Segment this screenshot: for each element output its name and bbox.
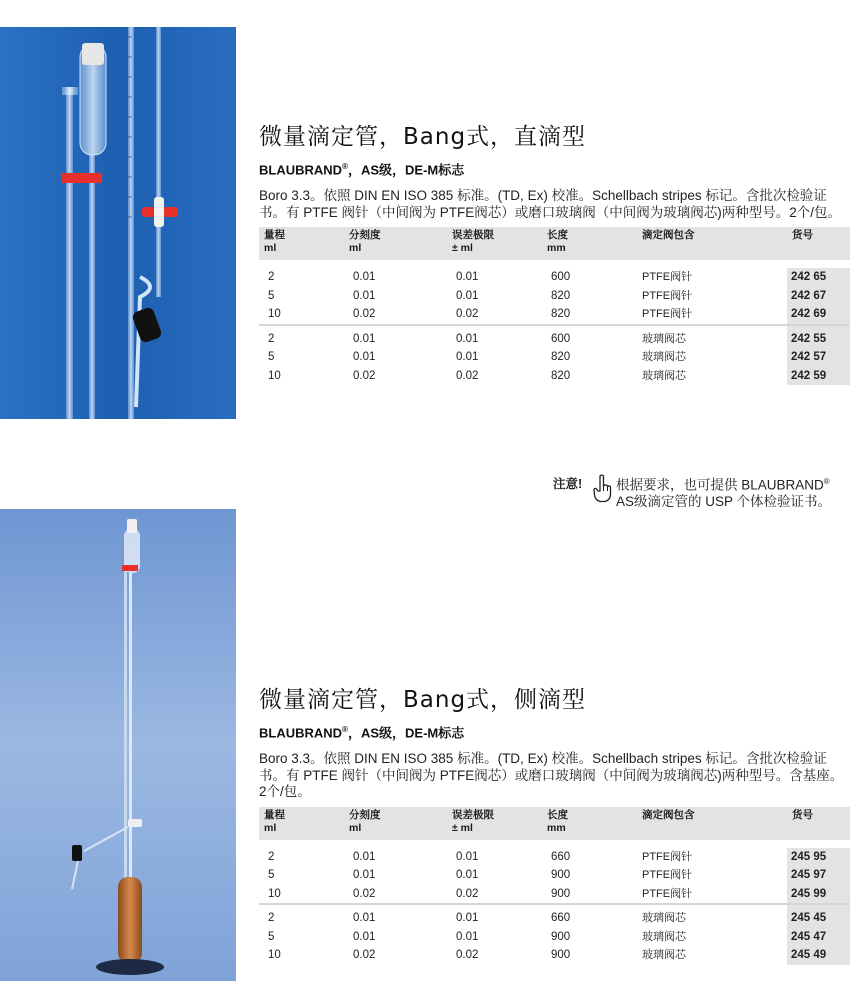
product-description: Boro 3.3。依照 DIN EN ISO 385 标准。(TD, Ex) 校准。Schellbach stripes 标记。含批次检验证书。有 PTFE 阀针（中间阀为 PTFE阀芯）或磨口玻璃阀（中间阀为玻璃阀芯)两种型号。2个/包。 [259,188,842,220]
cell-length: 900 [551,949,571,962]
column-header-title: 滴定阀包含 [642,808,695,821]
cell-cat-no: 242 59 [787,367,850,386]
note-label: 注意! [553,477,583,491]
cell-valve: 玻璃阀芯 [637,325,787,349]
column-header [542,227,637,260]
cell-length: 600 [542,325,637,349]
cell-subdivision: 0.02 [353,308,376,321]
table-row [259,305,850,325]
table-row [259,325,850,349]
subtitle-rest: ，AS级，DE-M标志 [347,162,465,178]
cell-cat-no: 242 55 [787,325,850,349]
cell-capacity: 10 [268,308,281,321]
column-header-title: 长度 [547,229,568,242]
product-subtitle [259,721,850,742]
product-description: Boro 3.3。依照 DIN EN ISO 385 标准。(TD, Ex) 校准。Schellbach stripes 标记。含批次检验证书。有 PTFE 阀针（中间阀为 PTFE阀芯）或磨口玻璃阀（中间阀为玻璃阀芯)两种型号。含基座。2个/包。 [259,751,844,800]
cell-length: 900 [551,887,571,900]
column-header-title: 分刻度 [349,808,381,821]
table-row [259,904,850,928]
column-header [637,807,787,840]
column-header-title: 误差极限 [452,808,494,821]
column-header [344,227,447,260]
cell-capacity: 10 [268,887,281,900]
subtitle-rest: ，AS级，DE-M标志 [347,725,465,741]
column-header [259,227,344,260]
cell-tolerance: 0.01 [456,930,479,943]
spec-table [259,807,850,965]
spec-table [259,227,850,385]
column-header-title: 量程 [264,229,285,242]
cell-cat-no: 245 49 [787,946,850,965]
cell-capacity: 5 [268,351,275,364]
cell-cat-no: 242 69 [787,305,850,325]
registered-mark: ® [342,725,348,734]
cell-tolerance: 0.01 [456,271,479,284]
cell-valve: 玻璃阀芯 [642,351,686,364]
column-header-unit: mm [547,821,566,834]
cell-capacity: 10 [268,949,281,962]
cell-length: 900 [551,869,571,882]
cell-capacity: 10 [268,369,281,382]
column-header-title: 长度 [547,808,568,821]
cell-valve: 玻璃阀芯 [637,904,787,928]
column-header-title: 滴定阀包含 [642,229,695,242]
cell-capacity: 2 [259,904,344,928]
column-header [542,807,637,840]
table-row [259,367,850,386]
column-header-title: 误差极限 [452,229,494,242]
cell-subdivision: 0.01 [353,271,376,284]
column-header-title: 货号 [792,808,813,821]
cell-length: 820 [551,289,571,302]
cell-tolerance: 0.02 [456,887,479,900]
cell-cat-no: 245 97 [787,866,850,885]
cell-length: 820 [551,351,571,364]
column-header-unit: ± ml [452,242,473,255]
cell-tolerance: 0.01 [456,850,479,863]
cell-valve: PTFE阀针 [642,271,693,284]
cell-valve: 玻璃阀芯 [642,930,686,943]
column-header [259,807,344,840]
table-header-row [259,227,850,260]
cell-valve: PTFE阀针 [642,308,693,321]
pointing-hand-icon [591,474,613,504]
column-header-unit: ± ml [452,821,473,834]
column-header-unit: ml [264,242,277,255]
cell-capacity: 2 [268,271,275,284]
product-photo-side-burette [0,509,236,981]
product-photo-straight-burette [0,27,236,419]
column-header [787,227,850,260]
product-title: 微量滴定管，Bang式，侧滴型 [259,687,587,713]
cell-tolerance: 0.02 [456,949,479,962]
cell-subdivision: 0.01 [353,869,376,882]
cell-length: 660 [542,904,637,928]
table-row [259,268,850,287]
cell-subdivision: 0.01 [353,351,376,364]
cell-subdivision: 0.02 [353,949,376,962]
table-header-row [259,807,850,840]
cell-cat-no: 242 67 [787,287,850,306]
table-row [259,885,850,905]
cell-length: 600 [551,271,571,284]
column-header [637,227,787,260]
brand-name: BLAUBRAND [259,162,343,178]
cell-valve: PTFE阀针 [642,289,693,302]
cell-subdivision: 0.02 [353,887,376,900]
cell-valve: PTFE阀针 [642,850,693,863]
table-row [259,348,850,367]
column-header-title: 量程 [264,808,285,821]
cell-length: 900 [551,930,571,943]
cell-tolerance: 0.01 [447,904,542,928]
cell-capacity: 2 [268,850,275,863]
cell-cat-no: 245 95 [787,848,850,867]
cell-subdivision: 0.02 [353,369,376,382]
column-header [344,807,447,840]
cell-length: 820 [551,369,571,382]
cell-tolerance: 0.02 [456,308,479,321]
registered-mark: ® [342,162,348,171]
column-header [447,807,542,840]
cell-tolerance: 0.01 [456,869,479,882]
cell-length: 660 [551,850,571,863]
cell-capacity: 5 [268,930,275,943]
cell-valve: 玻璃阀芯 [642,949,686,962]
column-header [447,227,542,260]
column-header [787,807,850,840]
table-row [259,946,850,965]
cell-cat-no: 245 45 [787,904,850,928]
cell-capacity: 2 [259,325,344,349]
cell-cat-no: 245 47 [787,928,850,947]
cell-tolerance: 0.01 [456,351,479,364]
cell-length: 820 [551,308,571,321]
cell-tolerance: 0.02 [456,369,479,382]
cell-tolerance: 0.01 [456,289,479,302]
cell-cat-no: 245 99 [787,885,850,905]
table-row [259,287,850,306]
cell-capacity: 5 [268,869,275,882]
cell-cat-no: 242 65 [787,268,850,287]
column-header-title: 分刻度 [349,229,381,242]
brand-name: BLAUBRAND [259,725,343,741]
cell-subdivision: 0.01 [353,850,376,863]
product-section-straight-tip [259,120,850,385]
table-row [259,866,850,885]
column-header-unit: mm [547,242,566,255]
cell-subdivision: 0.01 [353,289,376,302]
cell-valve: PTFE阀针 [642,887,693,900]
product-title: 微量滴定管，Bang式，直滴型 [259,124,587,150]
cell-subdivision: 0.01 [344,904,447,928]
product-subtitle [259,158,850,179]
column-header-unit: ml [349,821,362,834]
cell-subdivision: 0.01 [344,325,447,349]
cell-capacity: 5 [268,289,275,302]
cell-subdivision: 0.01 [353,930,376,943]
column-header-unit: ml [264,821,277,834]
table-row [259,928,850,947]
table-row [259,848,850,867]
cell-cat-no: 242 57 [787,348,850,367]
cell-valve: PTFE阀针 [642,869,693,882]
cell-tolerance: 0.01 [447,325,542,349]
cell-valve: 玻璃阀芯 [642,369,686,382]
column-header-unit: ml [349,242,362,255]
column-header-title: 货号 [792,229,813,242]
note-text: 根据要求，也可提供 BLAUBRAND® AS级滴定管的 USP 个体检验证书。 [616,477,832,509]
product-section-side-tip [259,683,850,965]
